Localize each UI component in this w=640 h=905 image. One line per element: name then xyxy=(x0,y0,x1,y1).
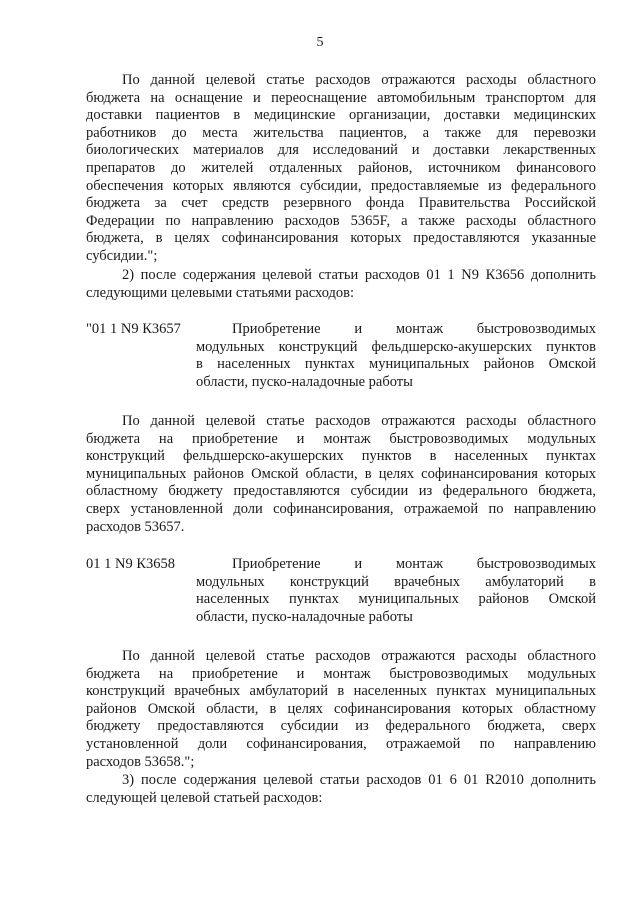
text-line: 2) после содержания целевой статьи расходов 01 1 N9 К3656 дополнить xyxy=(122,267,596,283)
list-item-2 xyxy=(86,267,596,302)
text-line: модульных конструкций фельдшерско-акушерских пунктов xyxy=(196,338,596,355)
paragraph-3 xyxy=(86,648,596,771)
text-line: бюджета за счет средств резервного фонда Правительства Российской xyxy=(86,195,596,212)
text-line: 3) после содержания целевой статьи расходов 01 6 01 R2010 дополнить xyxy=(122,772,596,788)
text-line: бюджета на оснащение и переоснащение автомобильным транспортом для xyxy=(86,89,596,106)
target-article-code: 01 1 N9 К3658 xyxy=(86,556,176,572)
text-line: Приобретение и монтаж быстровозводимых xyxy=(232,556,596,572)
text-line: бюджету предоставляются субсидии из федерального бюджета, сверх xyxy=(86,718,596,735)
text-line: конструкций фельдшерско-акушерских пунктов в населенных пунктах xyxy=(86,448,596,465)
text-line: области, пуско-наладочные работы xyxy=(196,608,413,625)
paragraph-1 xyxy=(86,72,596,266)
text-line: конструкций врачебных амбулаторий в населенных пунктах муниципальных xyxy=(86,683,596,700)
text-line: биологических материалов для исследований и доставки лекарственных xyxy=(86,142,596,159)
text-line: районов Омской области, в целях софинансирования которых областному xyxy=(86,700,596,717)
page-number: 5 xyxy=(316,35,324,50)
text-line: бюджета на приобретение и монтаж быстровозводимых модульных xyxy=(86,430,596,447)
text-line: следующими целевыми статьями расходов: xyxy=(86,284,355,301)
text-line: населенных пунктах муниципальных районов Омской xyxy=(196,591,596,608)
text-line: расходов 53658."; xyxy=(86,753,195,770)
text-line: бюджета на приобретение и монтаж быстровозводимых модульных xyxy=(86,665,596,682)
text-line: в населенных пунктах муниципальных районов Омской xyxy=(196,356,596,373)
text-line: установленной доли софинансирования, отражаемой по направлению xyxy=(86,735,596,752)
list-item-3 xyxy=(86,772,596,807)
text-line: областному бюджету предоставляются субсидии из федерального бюджета, xyxy=(86,483,596,500)
text-line: сверх установленной доли софинансирования, отражаемой по направлению xyxy=(86,500,596,517)
text-line: бюджета, в целях софинансирования которых предоставляются указанные xyxy=(86,230,596,247)
text-line: расходов 53657. xyxy=(86,518,185,535)
text-line: работников до места жительства пациентов, а также для перевозки xyxy=(86,124,596,141)
target-article-code: "01 1 N9 К3657 xyxy=(86,321,181,337)
text-line: По данной целевой статье расходов отражаются расходы областного xyxy=(122,648,596,664)
target-article-title xyxy=(196,321,596,391)
text-line: муниципальных районов Омской области, в целях софинансирования которых xyxy=(86,465,596,482)
text-line: модульных конструкций врачебных амбулаторий в xyxy=(196,573,596,590)
target-article-title xyxy=(196,556,596,626)
text-line: По данной целевой статье расходов отражаются расходы областного xyxy=(122,72,596,88)
text-line: следующей целевой статьей расходов: xyxy=(86,789,323,806)
text-line: доставки пациентов в медицинские организации, доставки медицинских xyxy=(86,107,596,124)
text-line: препаратов до жителей отдаленных районов, источником финансового xyxy=(86,159,596,176)
text-line: обеспечения которых являются субсидии, предоставляемые из федерального xyxy=(86,177,596,194)
text-line: Федерации по направлению расходов 5365F, а также расходы областного xyxy=(86,212,596,229)
text-line: Приобретение и монтаж быстровозводимых xyxy=(232,321,596,337)
paragraph-2 xyxy=(86,413,596,536)
text-line: По данной целевой статье расходов отражаются расходы областного xyxy=(122,413,596,429)
text-line: субсидии."; xyxy=(86,247,158,264)
text-line: области, пуско-наладочные работы xyxy=(196,373,413,390)
